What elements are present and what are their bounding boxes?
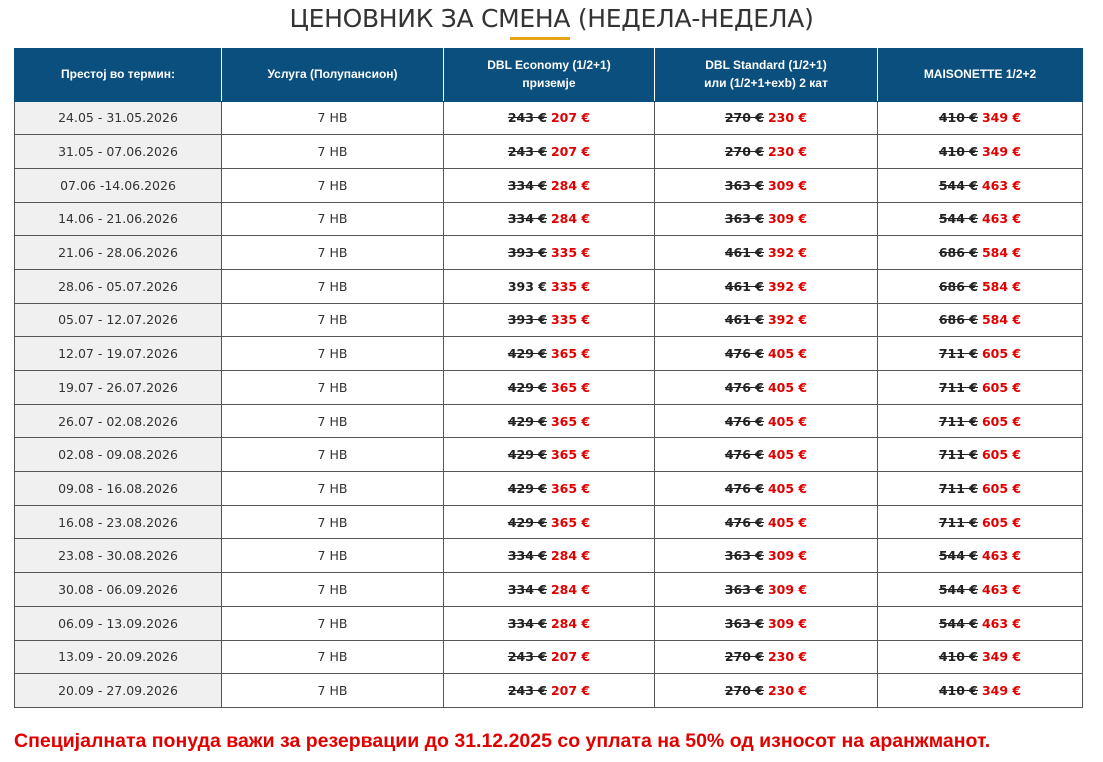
old-price: 686 € — [938, 278, 978, 294]
dbl-standard-price-cell — [655, 404, 878, 438]
old-price: 270 € — [724, 649, 764, 665]
old-price: 711 € — [938, 514, 978, 530]
old-price: 393 € — [507, 312, 547, 328]
old-price: 544 € — [938, 615, 978, 631]
old-price: 429 € — [507, 480, 547, 496]
period-cell: 30.08 - 06.09.2026 — [15, 573, 222, 607]
dbl-economy-price-cell — [444, 236, 655, 270]
header-service: Услуга (Полупансион) — [222, 48, 444, 101]
dbl-economy-price-cell — [444, 573, 655, 607]
sale-price: 605 € — [981, 480, 1022, 496]
dbl-economy-price-cell — [444, 640, 655, 674]
sale-price: 207 € — [550, 144, 591, 160]
old-price: 363 € — [724, 548, 764, 564]
dbl-economy-price-cell — [444, 168, 655, 202]
old-price: 393 € — [507, 278, 547, 294]
special-offer-note: Специјалната понуда важи за резервации до 31.12.2025 со уплата на 50% од износот на аранжманот. — [14, 730, 991, 752]
service-cell: 7 НВ — [222, 640, 444, 674]
old-price: 410 € — [938, 649, 978, 665]
dbl-economy-price-cell — [444, 135, 655, 169]
maisonette-price-cell — [878, 101, 1083, 135]
old-price: 334 € — [507, 581, 547, 597]
period-cell: 21.06 - 28.06.2026 — [15, 236, 222, 270]
sale-price: 207 € — [550, 110, 591, 126]
sale-price: 230 € — [767, 144, 808, 160]
table-row — [15, 202, 1083, 236]
sale-price: 365 € — [550, 514, 591, 530]
period-cell: 02.08 - 09.08.2026 — [15, 438, 222, 472]
old-price: 363 € — [724, 615, 764, 631]
table-row — [15, 573, 1083, 607]
dbl-economy-price-cell — [444, 404, 655, 438]
service-cell: 7 НВ — [222, 135, 444, 169]
dbl-standard-price-cell — [655, 505, 878, 539]
maisonette-price-cell — [878, 472, 1083, 506]
sale-price: 605 € — [981, 413, 1022, 429]
sale-price: 392 € — [767, 312, 808, 328]
service-cell: 7 НВ — [222, 472, 444, 506]
old-price: 270 € — [724, 110, 764, 126]
dbl-economy-price-cell — [444, 269, 655, 303]
period-cell: 19.07 - 26.07.2026 — [15, 371, 222, 405]
service-cell: 7 НВ — [222, 101, 444, 135]
table-row — [15, 539, 1083, 573]
sale-price: 309 € — [767, 177, 808, 193]
old-price: 410 € — [938, 144, 978, 160]
old-price: 711 € — [938, 447, 978, 463]
maisonette-price-cell — [878, 438, 1083, 472]
sale-price: 335 € — [550, 278, 591, 294]
old-price: 711 € — [938, 413, 978, 429]
sale-price: 605 € — [981, 379, 1022, 395]
old-price: 243 € — [507, 683, 547, 699]
sale-price: 284 € — [550, 615, 591, 631]
old-price: 363 € — [724, 177, 764, 193]
sale-price: 284 € — [550, 177, 591, 193]
dbl-economy-price-cell — [444, 371, 655, 405]
dbl-economy-price-cell — [444, 606, 655, 640]
sale-price: 365 € — [550, 379, 591, 395]
header-dbl-economy: DBL Economy (1/2+1) приземје — [444, 48, 655, 101]
sale-price: 405 € — [767, 480, 808, 496]
table-row — [15, 337, 1083, 371]
service-cell: 7 НВ — [222, 573, 444, 607]
dbl-standard-price-cell — [655, 303, 878, 337]
period-cell: 14.06 - 21.06.2026 — [15, 202, 222, 236]
table-row — [15, 168, 1083, 202]
service-cell: 7 НВ — [222, 371, 444, 405]
sale-price: 405 € — [767, 346, 808, 362]
sale-price: 463 € — [981, 615, 1022, 631]
old-price: 476 € — [724, 514, 764, 530]
period-cell: 16.08 - 23.08.2026 — [15, 505, 222, 539]
maisonette-price-cell — [878, 505, 1083, 539]
old-price: 393 € — [507, 245, 547, 261]
table-row — [15, 606, 1083, 640]
sale-price: 365 € — [550, 447, 591, 463]
dbl-economy-price-cell — [444, 674, 655, 708]
old-price: 544 € — [938, 581, 978, 597]
sale-price: 284 € — [550, 548, 591, 564]
service-cell: 7 НВ — [222, 606, 444, 640]
table-row — [15, 674, 1083, 708]
old-price: 334 € — [507, 177, 547, 193]
sale-price: 284 € — [550, 581, 591, 597]
sale-price: 392 € — [767, 278, 808, 294]
maisonette-price-cell — [878, 674, 1083, 708]
old-price: 476 € — [724, 379, 764, 395]
sale-price: 230 € — [767, 649, 808, 665]
maisonette-price-cell — [878, 236, 1083, 270]
sale-price: 463 € — [981, 548, 1022, 564]
dbl-economy-price-cell — [444, 101, 655, 135]
table-row — [15, 640, 1083, 674]
header-period: Престој во термин: — [15, 48, 222, 101]
maisonette-price-cell — [878, 303, 1083, 337]
old-price: 461 € — [724, 245, 764, 261]
table-header-row — [15, 48, 1083, 101]
dbl-economy-price-cell — [444, 438, 655, 472]
dbl-standard-price-cell — [655, 101, 878, 135]
service-cell: 7 НВ — [222, 674, 444, 708]
period-cell: 28.06 - 05.07.2026 — [15, 269, 222, 303]
sale-price: 365 € — [550, 346, 591, 362]
dbl-standard-price-cell — [655, 168, 878, 202]
sale-price: 605 € — [981, 447, 1022, 463]
period-cell: 05.07 - 12.07.2026 — [15, 303, 222, 337]
table-row — [15, 505, 1083, 539]
period-cell: 31.05 - 07.06.2026 — [15, 135, 222, 169]
sale-price: 207 € — [550, 683, 591, 699]
sale-price: 230 € — [767, 683, 808, 699]
table-row — [15, 404, 1083, 438]
sale-price: 365 € — [550, 480, 591, 496]
dbl-standard-price-cell — [655, 472, 878, 506]
dbl-standard-price-cell — [655, 269, 878, 303]
sale-price: 349 € — [981, 683, 1022, 699]
maisonette-price-cell — [878, 606, 1083, 640]
service-cell: 7 НВ — [222, 303, 444, 337]
old-price: 334 € — [507, 615, 547, 631]
period-cell: 12.07 - 19.07.2026 — [15, 337, 222, 371]
old-price: 544 € — [938, 177, 978, 193]
service-cell: 7 НВ — [222, 438, 444, 472]
maisonette-price-cell — [878, 135, 1083, 169]
maisonette-price-cell — [878, 539, 1083, 573]
old-price: 544 € — [938, 211, 978, 227]
old-price: 461 € — [724, 312, 764, 328]
sale-price: 349 € — [981, 649, 1022, 665]
old-price: 686 € — [938, 245, 978, 261]
dbl-economy-price-cell — [444, 539, 655, 573]
title-underline — [510, 37, 570, 40]
sale-price: 605 € — [981, 514, 1022, 530]
old-price: 334 € — [507, 548, 547, 564]
dbl-standard-price-cell — [655, 135, 878, 169]
maisonette-price-cell — [878, 269, 1083, 303]
period-cell: 20.09 - 27.09.2026 — [15, 674, 222, 708]
old-price: 429 € — [507, 514, 547, 530]
table-row — [15, 269, 1083, 303]
old-price: 243 € — [507, 144, 547, 160]
sale-price: 365 € — [550, 413, 591, 429]
dbl-standard-price-cell — [655, 640, 878, 674]
old-price: 461 € — [724, 278, 764, 294]
period-cell: 23.08 - 30.08.2026 — [15, 539, 222, 573]
old-price: 476 € — [724, 447, 764, 463]
old-price: 410 € — [938, 110, 978, 126]
dbl-standard-price-cell — [655, 202, 878, 236]
period-cell: 13.09 - 20.09.2026 — [15, 640, 222, 674]
sale-price: 405 € — [767, 514, 808, 530]
maisonette-price-cell — [878, 404, 1083, 438]
old-price: 363 € — [724, 211, 764, 227]
service-cell: 7 НВ — [222, 505, 444, 539]
old-price: 243 € — [507, 110, 547, 126]
sale-price: 335 € — [550, 245, 591, 261]
table-row — [15, 472, 1083, 506]
table-row — [15, 303, 1083, 337]
dbl-standard-price-cell — [655, 371, 878, 405]
table-row — [15, 236, 1083, 270]
dbl-economy-price-cell — [444, 303, 655, 337]
old-price: 711 € — [938, 379, 978, 395]
sale-price: 405 € — [767, 447, 808, 463]
dbl-economy-price-cell — [444, 505, 655, 539]
period-cell: 07.06 -14.06.2026 — [15, 168, 222, 202]
old-price: 410 € — [938, 683, 978, 699]
maisonette-price-cell — [878, 573, 1083, 607]
old-price: 429 € — [507, 346, 547, 362]
dbl-standard-price-cell — [655, 438, 878, 472]
table-row — [15, 135, 1083, 169]
sale-price: 463 € — [981, 581, 1022, 597]
dbl-economy-price-cell — [444, 472, 655, 506]
table-row — [15, 101, 1083, 135]
maisonette-price-cell — [878, 371, 1083, 405]
old-price: 476 € — [724, 480, 764, 496]
sale-price: 584 € — [981, 278, 1022, 294]
table-row — [15, 371, 1083, 405]
dbl-standard-price-cell — [655, 606, 878, 640]
sale-price: 584 € — [981, 312, 1022, 328]
old-price: 429 € — [507, 413, 547, 429]
sale-price: 309 € — [767, 581, 808, 597]
period-cell: 09.08 - 16.08.2026 — [15, 472, 222, 506]
header-maisonette: MAISONETTE 1/2+2 — [878, 48, 1083, 101]
header-dbl-standard: DBL Standard (1/2+1) или (1/2+1+exb) 2 кат — [655, 48, 878, 101]
service-cell: 7 НВ — [222, 337, 444, 371]
old-price: 243 € — [507, 649, 547, 665]
maisonette-price-cell — [878, 337, 1083, 371]
service-cell: 7 НВ — [222, 168, 444, 202]
sale-price: 335 € — [550, 312, 591, 328]
page-title: ЦЕНОВНИК ЗА СМЕНА (НЕДЕЛА-НЕДЕЛА) — [289, 4, 814, 33]
sale-price: 207 € — [550, 649, 591, 665]
maisonette-price-cell — [878, 168, 1083, 202]
dbl-standard-price-cell — [655, 573, 878, 607]
sale-price: 349 € — [981, 144, 1022, 160]
old-price: 270 € — [724, 683, 764, 699]
dbl-standard-price-cell — [655, 236, 878, 270]
old-price: 429 € — [507, 379, 547, 395]
sale-price: 392 € — [767, 245, 808, 261]
price-table — [14, 48, 1083, 708]
service-cell: 7 НВ — [222, 404, 444, 438]
period-cell: 24.05 - 31.05.2026 — [15, 101, 222, 135]
sale-price: 349 € — [981, 110, 1022, 126]
old-price: 476 € — [724, 413, 764, 429]
sale-price: 405 € — [767, 379, 808, 395]
dbl-economy-price-cell — [444, 202, 655, 236]
sale-price: 605 € — [981, 346, 1022, 362]
maisonette-price-cell — [878, 202, 1083, 236]
dbl-standard-price-cell — [655, 674, 878, 708]
sale-price: 463 € — [981, 211, 1022, 227]
sale-price: 309 € — [767, 211, 808, 227]
maisonette-price-cell — [878, 640, 1083, 674]
old-price: 429 € — [507, 447, 547, 463]
sale-price: 309 € — [767, 615, 808, 631]
sale-price: 284 € — [550, 211, 591, 227]
old-price: 686 € — [938, 312, 978, 328]
service-cell: 7 НВ — [222, 202, 444, 236]
old-price: 363 € — [724, 581, 764, 597]
period-cell: 06.09 - 13.09.2026 — [15, 606, 222, 640]
old-price: 711 € — [938, 346, 978, 362]
old-price: 334 € — [507, 211, 547, 227]
service-cell: 7 НВ — [222, 539, 444, 573]
table-row — [15, 438, 1083, 472]
old-price: 476 € — [724, 346, 764, 362]
sale-price: 230 € — [767, 110, 808, 126]
old-price: 711 € — [938, 480, 978, 496]
dbl-standard-price-cell — [655, 337, 878, 371]
period-cell: 26.07 - 02.08.2026 — [15, 404, 222, 438]
service-cell: 7 НВ — [222, 269, 444, 303]
sale-price: 584 € — [981, 245, 1022, 261]
old-price: 544 € — [938, 548, 978, 564]
sale-price: 463 € — [981, 177, 1022, 193]
dbl-economy-price-cell — [444, 337, 655, 371]
dbl-standard-price-cell — [655, 539, 878, 573]
sale-price: 405 € — [767, 413, 808, 429]
sale-price: 309 € — [767, 548, 808, 564]
old-price: 270 € — [724, 144, 764, 160]
service-cell: 7 НВ — [222, 236, 444, 270]
